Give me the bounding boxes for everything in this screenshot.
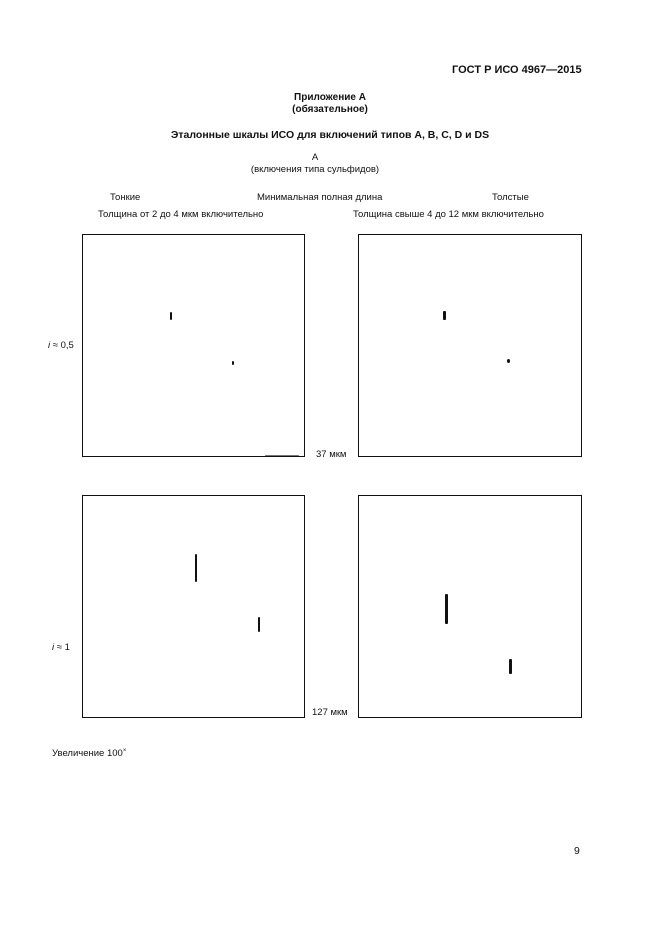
magnification-sup: × [122,748,127,754]
scale-line [265,455,299,456]
micrograph-thick-row-1 [358,234,582,457]
micrograph-thick-row-2 [358,495,582,718]
inclusion-mark [443,311,446,320]
micrograph-thin-row-2 [82,495,305,718]
inclusion-mark [258,617,260,632]
row-1-index-symbol: i [48,340,51,351]
page-number: 9 [574,845,580,857]
inclusion-mark [195,554,197,582]
magnification-label: Увеличение 100 [52,748,123,759]
thin-range: Толщина от 2 до 4 мкм включительно [98,209,264,220]
row-1-index-value: ≈ 0,5 [52,340,74,351]
column-thick: Толстые [492,192,529,203]
inclusion-mark [507,359,510,363]
annex-heading: Эталонные шкалы ИСО для включений типов A, B, C, D и DS [170,129,490,141]
row-2-index-label [52,642,70,654]
inclusion-mark [445,594,448,624]
column-middle: Минимальная полная длина [257,192,383,203]
row-1-index-label [48,340,74,352]
inclusion-mark [509,659,512,674]
section-subtitle: (включения типа сульфидов) [250,164,380,175]
row-1-length-label: 37 мкм [316,449,347,460]
micrograph-thin-row-1 [82,234,305,457]
row-2-index-symbol: i [52,642,55,653]
annex-status: (обязательное) [292,104,368,115]
annex-title: Приложение А [294,92,366,103]
inclusion-mark [170,312,172,320]
column-thin: Тонкие [110,192,141,203]
thick-range: Толщина свыше 4 до 12 мкм включительно [353,209,544,220]
section-letter: A [311,152,319,163]
document-id: ГОСТ Р ИСО 4967—2015 [452,64,582,76]
magnification-note [52,745,126,760]
inclusion-mark [232,361,234,365]
row-2-length-label: 127 мкм [312,707,348,718]
row-2-index-value: ≈ 1 [56,642,70,653]
